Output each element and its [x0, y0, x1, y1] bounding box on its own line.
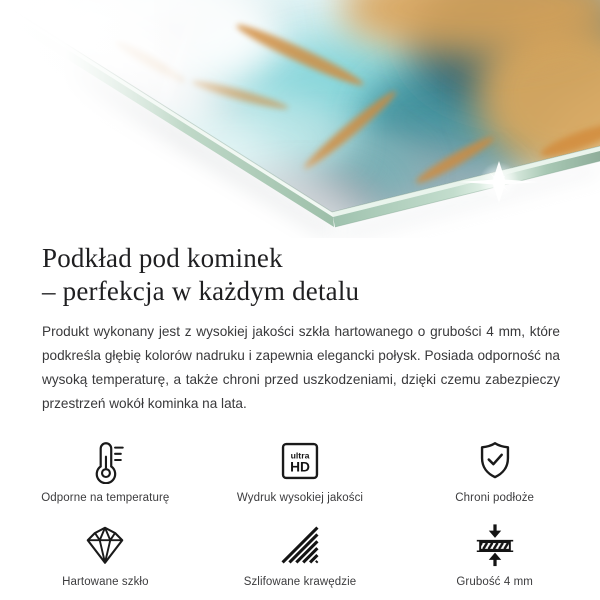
content-block	[0, 238, 600, 588]
feature-polished-edges	[203, 521, 398, 588]
feature-label: Hartowane szkło	[62, 576, 149, 588]
feature-label: Szlifowane krawędzie	[243, 576, 357, 588]
feature-print-quality	[203, 437, 398, 504]
page-title-line-1: Podkład pod kominek	[42, 243, 283, 273]
feature-grid	[8, 437, 592, 588]
feature-protects-floor	[397, 437, 592, 504]
page-title	[42, 242, 560, 307]
feature-label: Chroni podłoże	[455, 492, 535, 504]
feature-temperature	[8, 437, 203, 504]
glass-panel-photo	[0, 0, 600, 238]
thermometer-icon	[82, 437, 128, 484]
beveled-edges-icon	[278, 521, 322, 568]
product-image	[0, 0, 600, 238]
ultra-hd-icon	[278, 437, 322, 484]
page-title-line-2: – perfekcja w każdym detalu	[42, 275, 360, 306]
feature-tempered-glass	[8, 521, 203, 588]
feature-label: Grubość 4 mm	[456, 576, 533, 588]
shield-check-icon	[472, 437, 518, 484]
ultra-hd-icon-text-bottom: HD	[290, 459, 310, 475]
feature-label: Wydruk wysokiej jakości	[236, 492, 364, 504]
ultra-hd-icon-text-top: ultra	[290, 449, 310, 460]
product-description: Produkt wykonany jest z wysokiej jakości szkła hartowanego o grubości 4 mm, które podkreśla głębię kolorów nadruku i zapewnia elegancki połysk. Posiada odporność na wysoką temperaturę, a także chroni przed uszkodzeniami, dzięki czemu zabezpieczy przestrzeń wokół kominka na lata.	[42, 324, 560, 411]
diamond-icon	[82, 521, 128, 568]
thickness-4mm-icon	[470, 521, 520, 568]
feature-thickness	[397, 521, 592, 588]
feature-label: Odporne na temperaturę	[41, 492, 170, 504]
